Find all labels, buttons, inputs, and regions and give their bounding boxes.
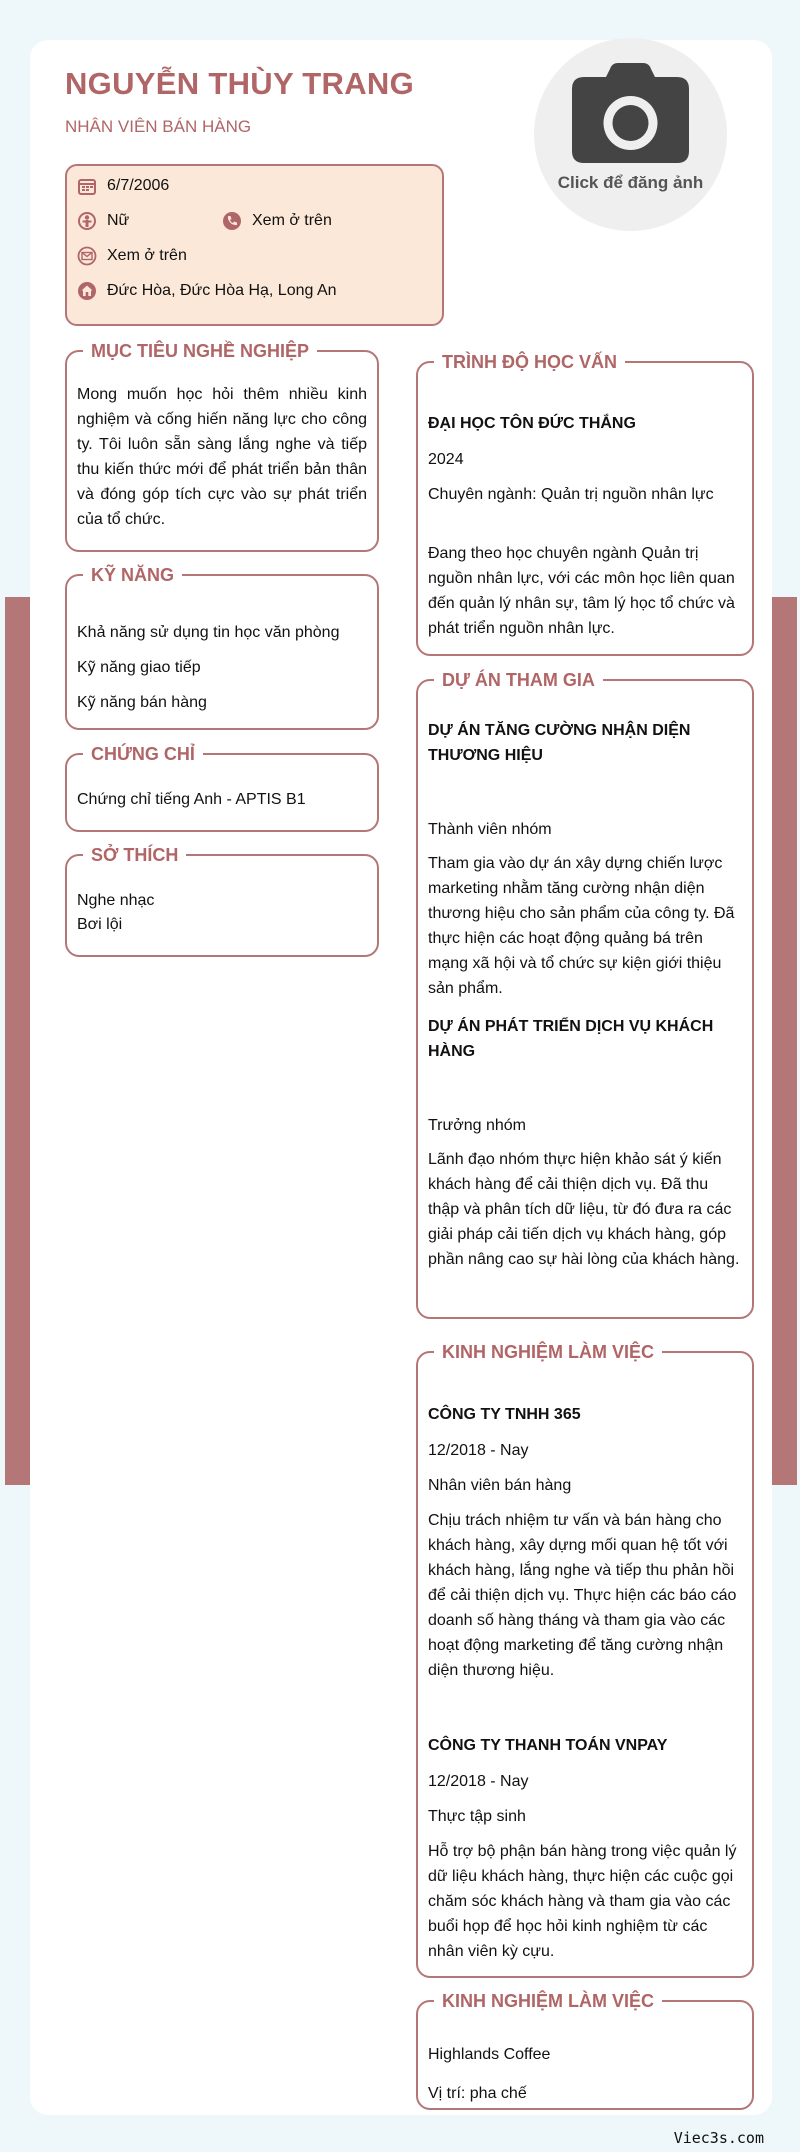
right-accent-band bbox=[771, 597, 797, 1485]
phone-icon bbox=[222, 211, 242, 231]
experience-period: 12/2018 - Nay bbox=[428, 1773, 529, 1790]
phone-row bbox=[222, 211, 332, 231]
skills-section bbox=[65, 565, 379, 730]
experience-company: CÔNG TY TNHH 365 bbox=[428, 1406, 581, 1423]
education-section bbox=[416, 352, 754, 656]
experience-section bbox=[416, 1342, 754, 1978]
experience-description: Chịu trách nhiệm tư vấn và bán hàng cho khách hàng, xây dựng mối quan hệ tốt với khách hàng, lắng nghe và tiếp thu phản hồi để cải thiện dịch vụ. Thực hiện các báo cáo doanh số hàng tháng và tham gia vào các hoạt động marketing để tăng cường nhận diện thương hiệu. bbox=[428, 1512, 737, 1679]
project-role: Thành viên nhóm bbox=[428, 821, 552, 838]
education-description: Đang theo học chuyên ngành Quản trị nguồn nhân lực, với các môn học liên quan đến quản lý nhân sự, tâm lý học tổ chức và phát triển nguồn nhân lực. bbox=[428, 545, 735, 637]
experience2-section bbox=[416, 1991, 754, 2110]
projects-title: DỰ ÁN THAM GIA bbox=[434, 668, 603, 692]
experience2-position: Vị trí: pha chế bbox=[428, 2085, 527, 2102]
objective-section bbox=[65, 341, 379, 552]
hobbies-title: SỞ THÍCH bbox=[83, 843, 186, 867]
experience-title: KINH NGHIỆM LÀM VIỆC bbox=[434, 1340, 662, 1364]
project-name: DỰ ÁN TĂNG CƯỜNG NHẬN DIỆN THƯƠNG HIỆU bbox=[428, 722, 691, 764]
project-description: Tham gia vào dự án xây dựng chiến lược marketing nhằm tăng cường nhận diện thương hiệu cho sản phẩm của công ty. Đã thực hiện các hoạt động quảng bá trên mạng xã hội và tổ chức sự kiện giới thiệu sản phẩm. bbox=[428, 855, 735, 997]
email-icon bbox=[77, 246, 97, 266]
education-major: Chuyên ngành: Quản trị nguồn nhân lực bbox=[428, 486, 714, 503]
gender-value: Nữ bbox=[107, 212, 130, 229]
experience2-title: KINH NGHIỆM LÀM VIỆC bbox=[434, 1989, 662, 2013]
skill-item: Kỹ năng giao tiếp bbox=[77, 659, 201, 676]
objective-title: MỤC TIÊU NGHỀ NGHIỆP bbox=[83, 339, 317, 363]
project-name: DỰ ÁN PHÁT TRIỂN DỊCH VỤ KHÁCH HÀNG bbox=[428, 1018, 714, 1060]
camera-icon bbox=[572, 63, 689, 163]
dob-value: 6/7/2006 bbox=[107, 177, 170, 194]
phone-value: Xem ở trên bbox=[252, 212, 332, 229]
skills-title: KỸ NĂNG bbox=[83, 563, 182, 587]
address-value: Đức Hòa, Đức Hòa Hạ, Long An bbox=[107, 282, 337, 299]
certificates-section bbox=[65, 744, 379, 832]
project-description: Lãnh đạo nhóm thực hiện khảo sát ý kiến khách hàng để cải thiện dịch vụ. Đã thu thập và phân tích dữ liệu, từ đó đưa ra các giải pháp cải tiến dịch vụ khách hàng, góp phần nâng cao sự hài lòng của khách hàng. bbox=[428, 1151, 740, 1268]
experience-period: 12/2018 - Nay bbox=[428, 1442, 529, 1459]
experience-position: Nhân viên bán hàng bbox=[428, 1477, 572, 1494]
footer-brand: Viec3s.com bbox=[673, 2129, 764, 2147]
photo-upload-label: Click để đăng ảnh bbox=[557, 173, 704, 192]
project-role: Trưởng nhóm bbox=[428, 1117, 526, 1134]
hobby-item: Nghe nhạc bbox=[77, 892, 155, 909]
candidate-name: NGUYỄN THÙY TRANG bbox=[65, 66, 414, 101]
experience-company: CÔNG TY THANH TOÁN VNPAY bbox=[428, 1737, 668, 1754]
skill-item: Kỹ năng bán hàng bbox=[77, 694, 207, 711]
email-value: Xem ở trên bbox=[107, 247, 187, 264]
dob-row bbox=[77, 176, 169, 196]
left-accent-band bbox=[5, 597, 31, 1485]
email-row bbox=[77, 246, 187, 266]
calendar-icon bbox=[77, 176, 97, 196]
home-icon bbox=[77, 281, 97, 301]
experience-description: Hỗ trợ bộ phận bán hàng trong việc quản lý dữ liệu khách hàng, thực hiện các cuộc gọi chăm sóc khách hàng và tham gia vào các buổi họp để học hỏi kinh nghiệm từ các nhân viên kỳ cựu. bbox=[428, 1843, 737, 1960]
education-year: 2024 bbox=[428, 451, 464, 468]
hobby-item: Bơi lội bbox=[77, 916, 123, 933]
gender-row bbox=[77, 211, 129, 231]
education-title: TRÌNH ĐỘ HỌC VẤN bbox=[434, 350, 625, 374]
objective-text: Mong muốn học hỏi thêm nhiều kinh nghiệm và cống hiến năng lực cho công ty. Tôi luôn sẵn sàng lắng nghe và tiếp thu kiến thức mới để phát triển bản thân và đóng góp tích cực vào sự phát triển của tổ chức. bbox=[77, 386, 367, 528]
education-school: ĐẠI HỌC TÔN ĐỨC THẮNG bbox=[428, 415, 636, 432]
experience-position: Thực tập sinh bbox=[428, 1808, 526, 1825]
contact-info-box bbox=[65, 164, 444, 326]
photo-upload[interactable] bbox=[534, 38, 727, 231]
skill-item: Khả năng sử dụng tin học văn phòng bbox=[77, 624, 340, 641]
certificate-item: Chứng chỉ tiếng Anh - APTIS B1 bbox=[77, 791, 306, 808]
experience2-company: Highlands Coffee bbox=[428, 2046, 551, 2063]
certificates-title: CHỨNG CHỈ bbox=[83, 742, 203, 766]
gender-icon bbox=[77, 211, 97, 231]
candidate-role: NHÂN VIÊN BÁN HÀNG bbox=[65, 117, 252, 136]
address-row bbox=[77, 281, 337, 301]
hobbies-section bbox=[65, 845, 379, 957]
projects-section bbox=[416, 670, 754, 1319]
